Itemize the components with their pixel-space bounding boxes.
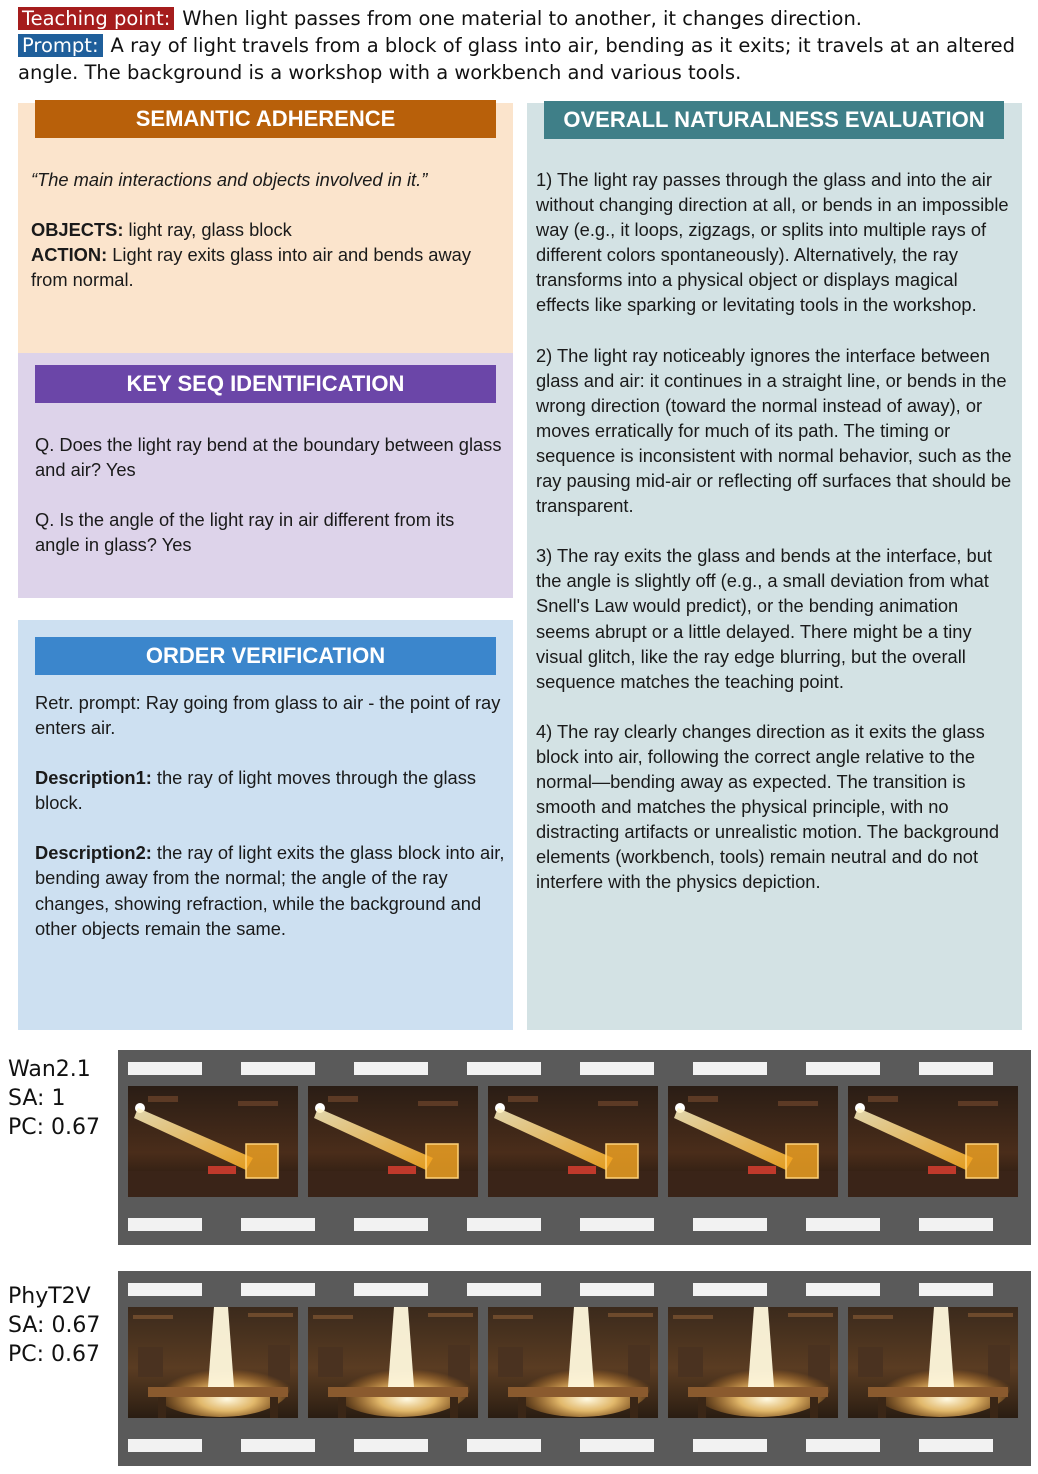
sprocket-hole bbox=[806, 1218, 880, 1231]
video-frame bbox=[488, 1307, 658, 1418]
model-sa-score: SA: 1 bbox=[8, 1086, 66, 1111]
video-frame bbox=[128, 1086, 298, 1197]
sprocket-hole bbox=[128, 1283, 202, 1296]
video-frame bbox=[308, 1307, 478, 1418]
naturalness-item-3: 3) The ray exits the glass and bends at the interface, but the angle is slightly off (e.g., a small deviation from what Snell's Law would predict), or the bending animation seems abrupt or a little delayed. There might be a tiny visual glitch, like the ray edge blurring, but the overall sequence matches the teaching point. bbox=[536, 545, 992, 692]
order-verification-body bbox=[35, 690, 505, 941]
key-seq-q1: Q. Does the light ray bend at the boundary between glass and air? Yes bbox=[35, 434, 502, 481]
semantic-adherence-title: SEMANTIC ADHERENCE bbox=[35, 100, 496, 138]
sprocket-hole bbox=[919, 1439, 993, 1452]
video-frame bbox=[848, 1307, 1018, 1418]
order-retr: Retr. prompt: Ray going from glass to air - the point of ray enters air. bbox=[35, 692, 501, 739]
model-pc-score: PC: 0.67 bbox=[8, 1342, 101, 1367]
video-frame bbox=[668, 1086, 838, 1197]
prompt bbox=[18, 32, 1023, 86]
naturalness-item-1: 1) The light ray passes through the glass and into the air without changing direction at all, or bends in an impossible way (e.g., it loops, zigzags, or splits into multiple rays of different colors spontaneously). Alternatively, the ray transforms into a physical object or displays magical effects like sparking or levitating tools in the workshop. bbox=[536, 169, 1009, 316]
video-frame bbox=[848, 1086, 1018, 1197]
sprocket-hole bbox=[354, 1218, 428, 1231]
model-sa-score: SA: 0.67 bbox=[8, 1313, 101, 1338]
sprocket-hole bbox=[580, 1218, 654, 1231]
model-name: Wan2.1 bbox=[8, 1057, 91, 1082]
film-strip-wan bbox=[118, 1050, 1031, 1245]
order-d1 bbox=[35, 765, 505, 815]
order-verification-title: ORDER VERIFICATION bbox=[35, 637, 496, 675]
sprocket-hole bbox=[354, 1283, 428, 1296]
objects-text: light ray, glass block bbox=[123, 219, 292, 241]
model-label-wan bbox=[8, 1055, 100, 1142]
sprocket-hole bbox=[467, 1218, 541, 1231]
sprocket-hole bbox=[354, 1439, 428, 1452]
teaching-point-tag: Teaching point: bbox=[18, 7, 174, 30]
d1-text: the ray of light moves through the glass block. bbox=[35, 767, 476, 814]
d1-label: Description1: bbox=[35, 767, 152, 789]
key-seq-q2: Q. Is the angle of the light ray in air different from its angle in glass? Yes bbox=[35, 509, 455, 556]
sprocket-hole bbox=[580, 1439, 654, 1452]
d2-label: Description2: bbox=[35, 842, 152, 864]
sprocket-hole bbox=[354, 1062, 428, 1075]
sprocket-hole bbox=[693, 1218, 767, 1231]
prompt-tag: Prompt: bbox=[18, 34, 103, 57]
model-label-phyt2v bbox=[8, 1282, 100, 1369]
model-pc-score: PC: 0.67 bbox=[8, 1115, 101, 1140]
sprocket-hole bbox=[128, 1062, 202, 1075]
naturalness-body bbox=[536, 167, 1016, 894]
sprocket-hole bbox=[806, 1283, 880, 1296]
video-frame bbox=[488, 1086, 658, 1197]
sprocket-hole bbox=[919, 1283, 993, 1296]
sprocket-hole bbox=[128, 1218, 202, 1231]
d2-text: the ray of light exits the glass block into air, bending away from the normal; the angle of the ray changes, showing refraction, while the background and other objects remain the same. bbox=[35, 842, 505, 939]
teaching-point-text: When light passes from one material to another, it changes direction. bbox=[182, 7, 863, 30]
key-seq-title: KEY SEQ IDENTIFICATION bbox=[35, 365, 496, 403]
film-strip-phyt2v bbox=[118, 1271, 1031, 1466]
sprocket-hole bbox=[580, 1283, 654, 1296]
sprocket-hole bbox=[241, 1439, 315, 1452]
sprocket-hole bbox=[241, 1283, 315, 1296]
key-seq-body bbox=[35, 432, 503, 557]
sprocket-hole bbox=[693, 1439, 767, 1452]
sprocket-hole bbox=[241, 1062, 315, 1075]
action-text: Light ray exits glass into air and bends away from normal. bbox=[31, 244, 471, 291]
sprocket-hole bbox=[693, 1062, 767, 1075]
sprocket-hole bbox=[806, 1062, 880, 1075]
sprocket-hole bbox=[580, 1062, 654, 1075]
semantic-quote: “The main interactions and objects involved in it.” bbox=[31, 169, 428, 190]
sprocket-hole bbox=[467, 1062, 541, 1075]
video-frame bbox=[128, 1307, 298, 1418]
naturalness-item-4: 4) The ray clearly changes direction as it exits the glass block into air, following the correct angle relative to the normal—bending away as expected. The transition is smooth and matches the physical principle, with no distracting artifacts or unrealistic motion. The background elements (workbench, tools) remain neutral and do not interfere with the physics depiction. bbox=[536, 720, 1000, 893]
naturalness-item-2: 2) The light ray noticeably ignores the interface between glass and air: it continues in a straight line, or bends in the wrong direction (toward the normal instead of away), or moves erratically for much of its path. The timing or sequence is inconsistent with normal behavior, such as the ray pausing mid-air or reflecting off surfaces that should be transparent. bbox=[536, 344, 1012, 517]
sprocket-hole bbox=[467, 1439, 541, 1452]
sprocket-hole bbox=[128, 1439, 202, 1452]
video-frame bbox=[308, 1086, 478, 1197]
sprocket-hole bbox=[806, 1439, 880, 1452]
teaching-point bbox=[18, 5, 1023, 32]
sprocket-hole bbox=[919, 1062, 993, 1075]
semantic-adherence-body bbox=[31, 167, 501, 292]
sprocket-hole bbox=[693, 1283, 767, 1296]
order-d2 bbox=[35, 840, 505, 940]
video-frame bbox=[668, 1307, 838, 1418]
sprocket-hole bbox=[241, 1218, 315, 1231]
action-label: ACTION: bbox=[31, 244, 108, 266]
semantic-objects bbox=[31, 217, 501, 292]
prompt-text: A ray of light travels from a block of glass into air, bending as it exits; it travels at an altered angle. The background is a workshop with a workbench and various tools. bbox=[18, 34, 1016, 84]
objects-label: OBJECTS: bbox=[31, 219, 124, 241]
naturalness-title: OVERALL NATURALNESS EVALUATION bbox=[544, 101, 1004, 139]
sprocket-hole bbox=[467, 1283, 541, 1296]
sprocket-hole bbox=[919, 1218, 993, 1231]
model-name: PhyT2V bbox=[8, 1284, 91, 1309]
